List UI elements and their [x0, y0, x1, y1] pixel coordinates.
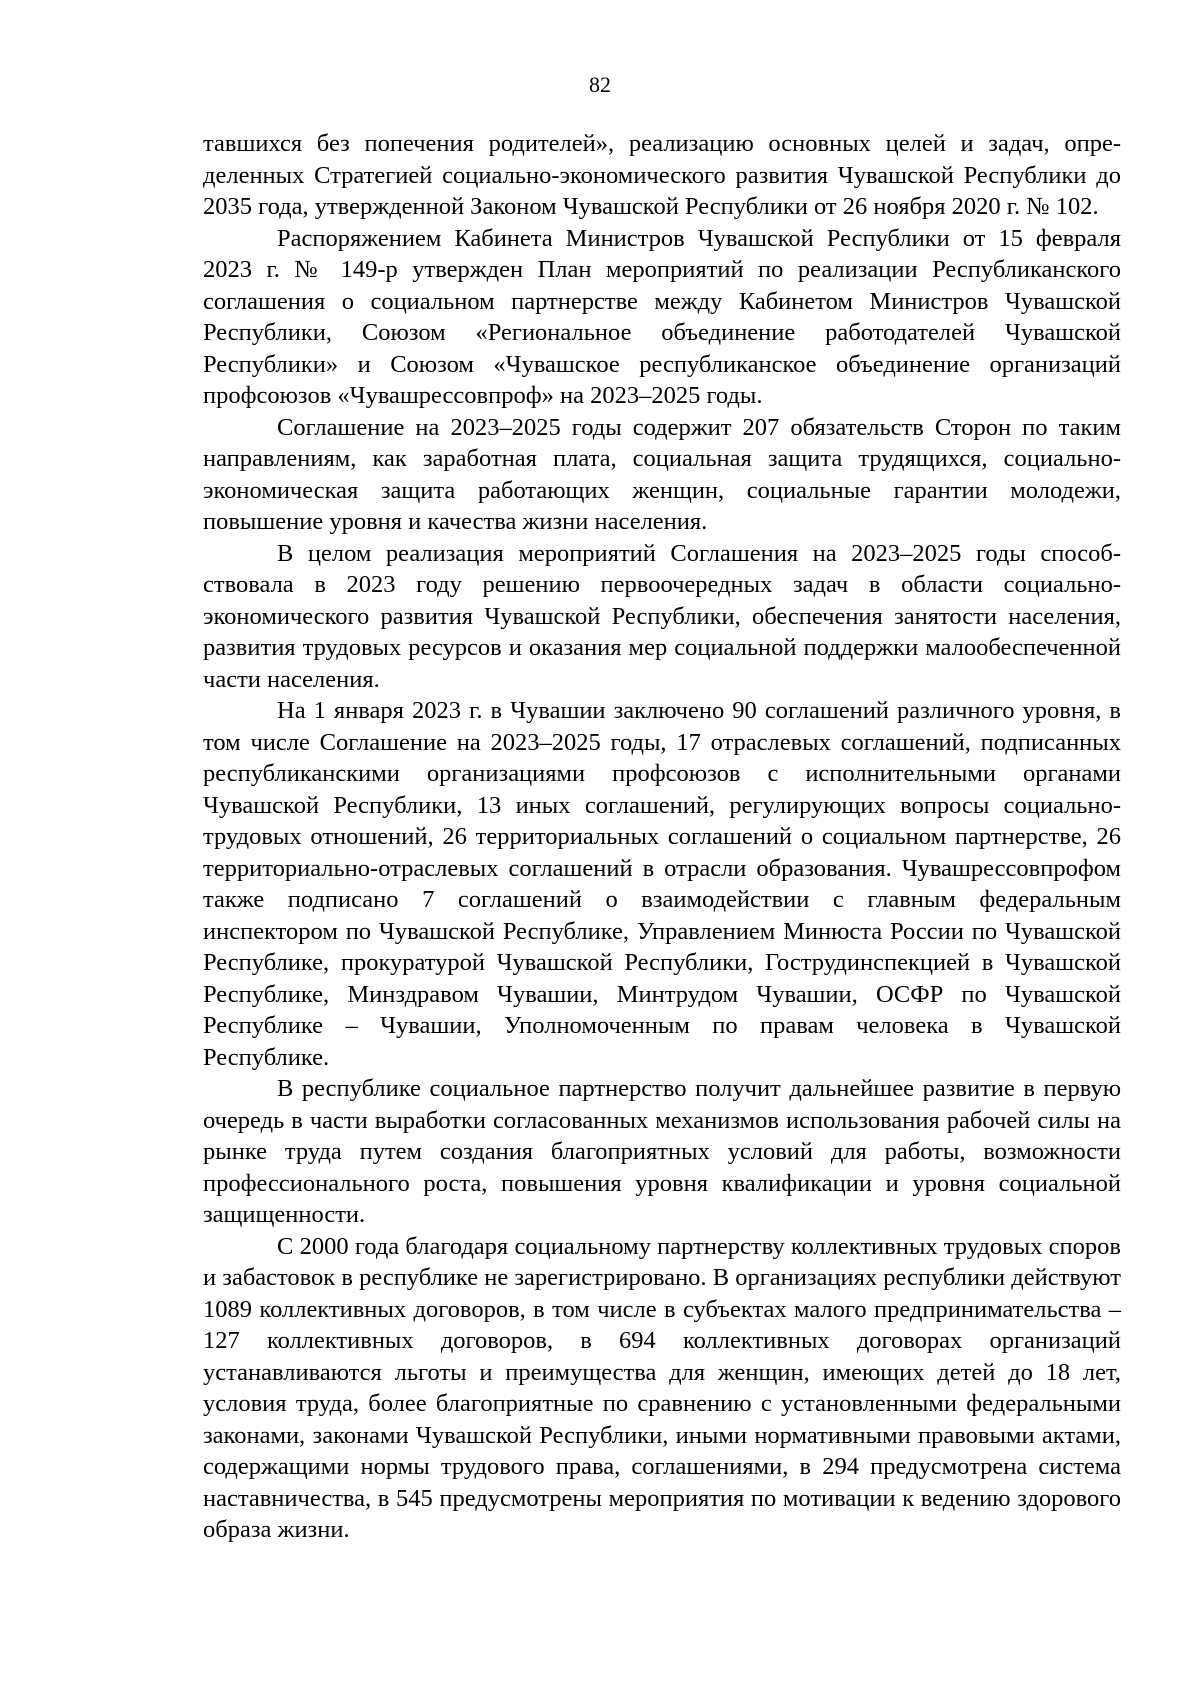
document-body: [203, 128, 1121, 1546]
paragraph-partnership-development: В республике социальное партнерство получит дальнейшее развитие в первую очередь в части выработки согласованных механизмов использования рабочей силы на рынке труда путем создания благоприятных условий для работы, возможности профессионального роста, повышения уровня квалификации и уровня социальной защищенности.: [203, 1075, 1121, 1228]
page-number: 82: [589, 72, 611, 97]
paragraph-action-plan: Распоряжением Кабинета Министров Чувашской Республики от 15 февраля 2023 г. № 149-р утвержден План мероприятий по реализации Республиканского соглашения о социальном партнерстве между Кабинетом Министров Чувашской Республики, Союзом «Региональное объединение работодателей Чувашской Республики» и Союзом «Чувашское республиканское объединение организаций профсоюзов «Чувашрессовпроф» на 2023–2025 годы.: [203, 224, 1121, 409]
paragraph-collective-agreements: С 2000 года благодаря социальному партнерству коллективных трудовых споров и забастовок в республике не зарегистрировано. В организациях республики действуют 1089 коллективных договоров, в том числе в субъектах малого предпринимательства – 127 коллективных договоров, в 694 коллективных договорах организаций устанавливаются льготы и преимущества для женщин, имеющих детей до 18 лет, условия труда, более благоприятные по сравнению с установленными федеральными законами, законами Чувашской Республики, иными нормативными правовыми актами, содержащими нормы трудового права, соглашениями, в 294 предусмотрена система наставничества, в 545 предусмотрены мероприятия по мотивации к ведению здорового образа жизни.: [203, 1232, 1121, 1543]
paragraph-agreements-count: На 1 января 2023 г. в Чувашии заключено 90 соглашений различного уровня, в том числе Соглашение на 2023–2025 годы, 17 отраслевых соглашений, подписанных республиканскими организациями профсоюзов с исполнительными органами Чувашской Республики, 13 иных соглашений, регулирующих вопросы социально-трудовых отношений, 26 территориальных соглашений о социальном партнерстве, 26 территориально-отраслевых соглашений в отрасли образования. Чувашрессовпрофом также подписано 7 соглашений о взаимодействии с главным федеральным инспектором по Чувашской Республике, Управлением Минюста России по Чувашской Республике, прокуратурой Чувашской Республики, Гострудинспекцией в Чувашской Республике, Минздравом Чувашии, Минтрудом Чувашии, ОСФР по Чувашской Республике – Чувашии, Уполномоченным по правам человека в Чувашской Республике.: [203, 697, 1121, 1071]
paragraph-continuation: тавшихся без попечения родителей», реализацию основных целей и задач, определенных Стратегией социально-экономического развития Чувашской Республики до 2035 года, утвержденной Законом Чувашской Республики от 26 ноября 2020 г. № 102.: [203, 130, 1121, 220]
paragraph-agreement-results: В целом реализация мероприятий Соглашения на 2023–2025 годы способствовала в 2023 году решению первоочередных задач в области социально-экономического развития Чувашской Республики, обеспечения занятости населения, развития трудовых ресурсов и оказания мер социальной поддержки малообеспеченной части населения.: [203, 539, 1121, 693]
paragraph-agreement-obligations: Соглашение на 2023–2025 годы содержит 207 обязательств Сторон по таким направлениям, как заработная плата, социальная защита трудящихся, социально-экономическая защита работающих женщин, социальные гарантии молодежи, повышение уровня и качества жизни населения.: [203, 413, 1121, 535]
